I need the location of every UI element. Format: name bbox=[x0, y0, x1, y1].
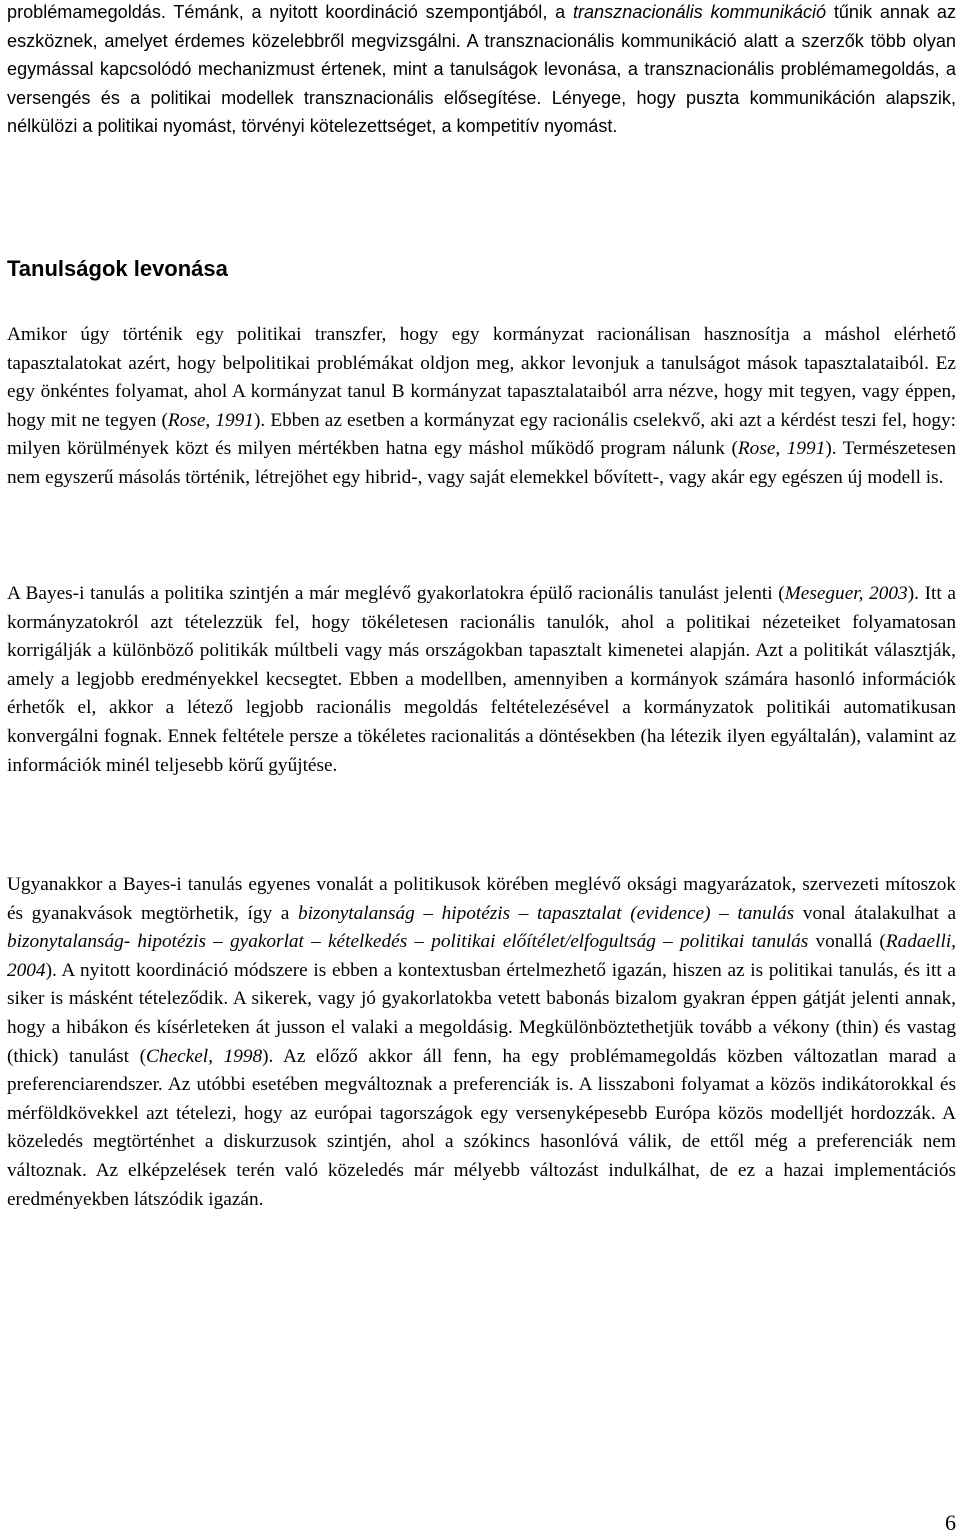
p1-citation-2: Rose, 1991 bbox=[737, 438, 826, 460]
p2-text-1: A Bayes-i tanulás a politika szintjén a már meglévő gyakorlatokra épülő racionális tanulást jelenti ( bbox=[7, 583, 785, 604]
page-number: 6 bbox=[945, 1510, 956, 1535]
p2-text-2: ). Itt a kormányzatokról azt tételezzük fel, hogy tökéletesen racionális tanulók, ahol a politikai nézeteiket folyamatosan korrigálják a különböző politikák múltbeli vagy más országokban tapasztalt kimenetei alapján. Azt a politikát választják, amely a legjobb eredményekkel kecsegtet. Ebben a modellben, amennyiben a kormányok számára hasonló információk érhetők el, akkor a létező legjobb racionális megoldás feltételezésével a kormányzatok politikái automatikusan konvergálni fognak. Ennek feltétele persze a tökéletes racionalitás a döntésekben (ha létezik ilyen egyáltalán), valamint az információk minél teljesebb körű gyűjtése. bbox=[7, 583, 956, 776]
p3-text-3: vonallá ( bbox=[808, 931, 886, 953]
intro-italic-1: transznacionális kommunikáció bbox=[572, 2, 827, 22]
p3-text-2: vonal átalakulhat a bbox=[794, 902, 956, 924]
body-paragraph-2 bbox=[7, 580, 956, 780]
p3-citation-2: Checkel, 1998 bbox=[146, 1045, 263, 1067]
intro-text-2: tűnik annak az eszköznek, amelyet érdemes közelebbről megvizsgálni. A transznacionális kommunikáció alatt a szerzők több olyan egymással kapcsolódó mechanizmust értenek, mint a tanulságok levonása, a transznacionális problémamegoldás, a versengés és a politikai modellek transznacionális elősegítése. Lényege, hogy puszta kommunikáción alapszik, nélkülözi a politikai nyomást, törvényi kötelezettséget, a kompetitív nyomást. bbox=[7, 2, 956, 137]
intro-paragraph bbox=[7, 0, 956, 141]
body-paragraph-3 bbox=[7, 871, 956, 1214]
p3-italic-2: bizonytalanság- hipotézis – gyakorlat – kételkedés – politikai előítélet/elfogultság – politikai tanulás bbox=[7, 931, 809, 953]
body-paragraph-1 bbox=[7, 321, 956, 493]
p3-text-4: ). A nyitott koordináció módszere is ebben a kontextusban értelmezhető igazán, hiszen az is politikai tanulás, és itt a siker is másként tételeződik. A sikerek, vagy jó gyakorlatokba vetett babonás bizalom gyakran éppen gátját jelenti annak, hogy a hibákon és kísérleteken át jusson el valaki a megoldásig. Megkülönböztethetjük tovább a vékony (thin) és vastag (thick) tanulást ( bbox=[7, 959, 956, 1067]
p1-citation-1: Rose, 1991 bbox=[167, 409, 254, 431]
p3-text-1: Ugyanakkor a Bayes-i tanulás egyenes vonalát a politikusok körében meglévő oksági magyarázatok, szervezeti mítoszok és gyanakvások megtörhetik, így a bbox=[7, 874, 956, 924]
p3-citation-1: Radaelli, 2004 bbox=[7, 931, 956, 981]
p1-text-2: ). Ebben az esetben a kormányzat egy racionális cselekvő, aki azt a kérdést teszi fel, hogy: milyen körülmények közt és milyen mértékben hatna egy máshol működő program nálunk ( bbox=[7, 409, 957, 460]
p1-text-1: Amikor úgy történik egy politikai transzfer, hogy egy kormányzat racionálisan hasznosítja a máshol elérhető tapasztalatokat azért, hogy belpolitikai problémákat oldjon meg, akkor levonjuk a tanulságot mások tapasztalataiból. Ez egy önkéntes folyamat, ahol A kormányzat tanul B kormányzat tapasztalataiból arra nézve, hogy mit tegyen, vagy éppen, hogy mit ne tegyen ( bbox=[7, 324, 956, 431]
p1-text-3: ). Természetesen nem egyszerű másolás történik, létrejöhet egy hibrid-, vagy saját elemekkel bővített-, vagy akár egy egészen új modell is. bbox=[7, 438, 956, 488]
p2-citation-1: Meseguer, 2003 bbox=[784, 583, 908, 604]
p3-text-5: ). Az előző akkor áll fenn, ha egy problémamegoldás közben változatlan marad a preferenciarendszer. Az utóbbi esetében megváltoznak a preferenciák is. A lisszaboni folyamat a közös indikátorokkal és mérföldkövekkel azt tételezi, hogy az európai tagországok egy versenyképesebb Európa közös modelljét hordozzák. A közeledés megtörténhet a diskurzusok szintjén, ahol a szókincs hasonlóvá válik, de ettől még a preferenciák nem változnak. Az elképzelések terén való közeledés már mélyebb változást indulkálhat, de ez a hazai implementációs eredményekben látszódik igazán. bbox=[7, 1045, 957, 1210]
intro-text-1: problémamegoldás. Témánk, a nyitott koordináció szempontjából, a bbox=[7, 2, 573, 22]
section-heading: Tanulságok levonása bbox=[7, 256, 228, 281]
p3-italic-1: bizonytalanság – hipotézis – tapasztalat (evidence) – tanulás bbox=[297, 902, 795, 924]
